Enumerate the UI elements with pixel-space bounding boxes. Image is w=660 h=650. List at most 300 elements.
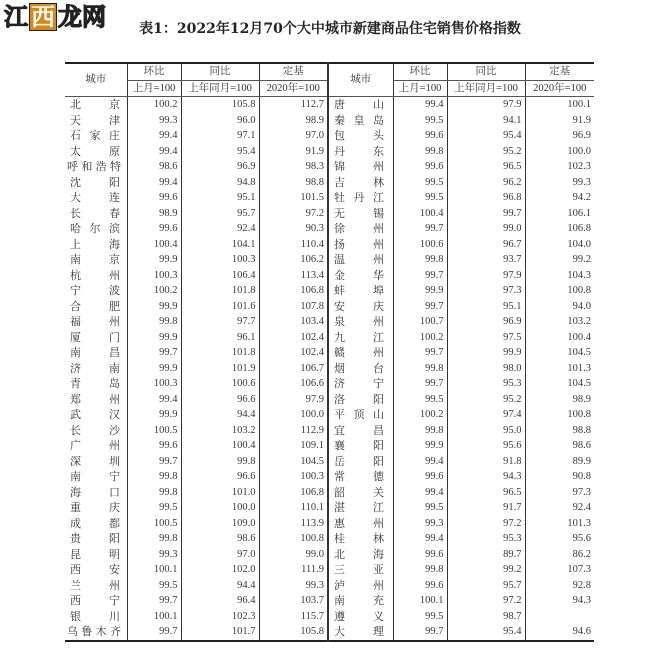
yoy-value: 96.8 bbox=[447, 190, 525, 206]
city-cell bbox=[328, 578, 393, 594]
mom-value: 99.4 bbox=[127, 144, 181, 160]
base-value: 101.5 bbox=[259, 190, 328, 206]
table-row bbox=[65, 593, 594, 609]
city-name: 赣州 bbox=[334, 346, 384, 359]
mom-value: 99.4 bbox=[393, 531, 447, 547]
city-name: 西安 bbox=[70, 563, 120, 576]
city-cell bbox=[65, 314, 127, 330]
city-name: 常德 bbox=[334, 470, 384, 483]
mom-value: 99.6 bbox=[393, 578, 447, 594]
table-row bbox=[65, 609, 594, 625]
yoy-value: 94.8 bbox=[181, 175, 259, 191]
city-cell bbox=[328, 438, 393, 454]
watermark-part: 龙网 bbox=[58, 3, 106, 31]
base-value: 94.3 bbox=[525, 593, 594, 609]
yoy-value: 104.1 bbox=[181, 237, 259, 253]
mom-value: 100.2 bbox=[393, 407, 447, 423]
yoy-value: 100.6 bbox=[181, 376, 259, 392]
table-row bbox=[65, 516, 594, 532]
base-value: 107.3 bbox=[525, 562, 594, 578]
city-cell bbox=[65, 128, 127, 144]
city-cell bbox=[328, 206, 393, 222]
base-value: 100.8 bbox=[525, 407, 594, 423]
yoy-value: 95.1 bbox=[181, 190, 259, 206]
city-name: 平顶山 bbox=[334, 408, 384, 421]
city-cell bbox=[328, 516, 393, 532]
city-name: 烟台 bbox=[334, 361, 384, 375]
city-name: 锦州 bbox=[334, 160, 384, 173]
base-value: 100.0 bbox=[525, 144, 594, 160]
price-index-table bbox=[65, 62, 594, 642]
city-cell bbox=[328, 593, 393, 609]
base-value: 101.3 bbox=[525, 516, 594, 532]
mom-value: 100.2 bbox=[127, 283, 181, 299]
base-value: 97.9 bbox=[259, 392, 328, 408]
base-value: 100.0 bbox=[259, 407, 328, 423]
mom-value: 100.1 bbox=[127, 609, 181, 625]
city-name: 三亚 bbox=[334, 563, 384, 576]
yoy-value: 98.6 bbox=[181, 531, 259, 547]
city-cell bbox=[328, 547, 393, 563]
base-value: 102.4 bbox=[259, 330, 328, 346]
table-row bbox=[65, 97, 594, 113]
mom-value: 99.8 bbox=[393, 144, 447, 160]
base-value: 115.7 bbox=[259, 609, 328, 625]
yoy-value: 99.8 bbox=[181, 454, 259, 470]
city-cell bbox=[328, 361, 393, 377]
city-cell bbox=[328, 500, 393, 516]
city-name: 安庆 bbox=[334, 299, 384, 313]
base-value: 106.7 bbox=[259, 361, 328, 377]
mom-value: 99.7 bbox=[393, 624, 447, 641]
subheader-base: 2020年=100 bbox=[525, 80, 594, 97]
city-name: 上海 bbox=[70, 237, 120, 251]
yoy-value: 97.2 bbox=[447, 593, 525, 609]
mom-value: 99.6 bbox=[393, 128, 447, 144]
city-cell bbox=[328, 283, 393, 299]
base-value: 98.9 bbox=[259, 113, 328, 129]
city-cell bbox=[328, 113, 393, 129]
yoy-value: 96.9 bbox=[181, 159, 259, 175]
base-value: 94.6 bbox=[525, 624, 594, 641]
base-value: 97.0 bbox=[259, 128, 328, 144]
city-name: 泉州 bbox=[334, 315, 384, 328]
table-row bbox=[65, 485, 594, 501]
mom-value: 99.9 bbox=[127, 252, 181, 268]
city-name: 哈尔滨 bbox=[70, 222, 120, 235]
base-value: 99.0 bbox=[259, 547, 328, 563]
yoy-value: 105.8 bbox=[181, 97, 259, 113]
mom-value: 99.7 bbox=[127, 345, 181, 361]
table-row bbox=[65, 314, 594, 330]
base-value: 106.2 bbox=[259, 252, 328, 268]
city-name: 武汉 bbox=[70, 408, 120, 421]
base-value: 106.8 bbox=[259, 283, 328, 299]
city-name: 济南 bbox=[70, 361, 120, 375]
table-row bbox=[65, 237, 594, 253]
table-row bbox=[65, 423, 594, 439]
city-name: 成都 bbox=[70, 516, 120, 530]
city-cell bbox=[65, 330, 127, 346]
city-name: 惠州 bbox=[334, 516, 384, 530]
mom-value: 99.8 bbox=[393, 423, 447, 439]
yoy-value: 97.4 bbox=[447, 407, 525, 423]
yoy-value: 96.1 bbox=[181, 330, 259, 346]
mom-value: 99.3 bbox=[393, 516, 447, 532]
city-name: 青岛 bbox=[70, 377, 120, 390]
watermark-part: 西 bbox=[31, 3, 55, 31]
city-cell bbox=[65, 361, 127, 377]
mom-value: 99.4 bbox=[393, 454, 447, 470]
yoy-value: 94.3 bbox=[447, 469, 525, 485]
city-name: 湛江 bbox=[334, 501, 384, 514]
mom-value: 99.7 bbox=[393, 376, 447, 392]
table-title: 表1：2022年12月70个大中城市新建商品住宅销售价格指数 bbox=[139, 21, 521, 37]
base-value: 99.3 bbox=[259, 578, 328, 594]
header-row bbox=[65, 63, 594, 80]
city-name: 太原 bbox=[70, 144, 120, 158]
city-cell bbox=[328, 330, 393, 346]
yoy-value: 98.0 bbox=[447, 361, 525, 377]
mom-value: 99.8 bbox=[127, 314, 181, 330]
city-cell bbox=[65, 268, 127, 284]
subheader-mom: 上月=100 bbox=[127, 80, 181, 97]
city-name: 九江 bbox=[334, 330, 384, 344]
city-cell bbox=[65, 221, 127, 237]
header-city: 城市 bbox=[328, 63, 393, 97]
city-name: 福州 bbox=[70, 315, 120, 328]
city-cell bbox=[65, 578, 127, 594]
city-cell bbox=[328, 345, 393, 361]
base-value: 102.3 bbox=[525, 159, 594, 175]
table-row bbox=[65, 221, 594, 237]
mom-value: 99.7 bbox=[393, 299, 447, 315]
yoy-value: 100.4 bbox=[181, 438, 259, 454]
base-value: 110.4 bbox=[259, 237, 328, 253]
yoy-value: 92.4 bbox=[181, 221, 259, 237]
yoy-value: 95.4 bbox=[447, 624, 525, 641]
header-mom: 环比 bbox=[127, 63, 181, 80]
base-value: 94.0 bbox=[525, 299, 594, 315]
city-cell bbox=[328, 562, 393, 578]
city-name: 南昌 bbox=[70, 346, 120, 359]
yoy-value: 89.7 bbox=[447, 547, 525, 563]
subheader-yoy: 上年同月=100 bbox=[181, 80, 259, 97]
mom-value: 99.6 bbox=[127, 438, 181, 454]
mom-value: 100.4 bbox=[127, 237, 181, 253]
base-value: 104.0 bbox=[525, 237, 594, 253]
subheader-yoy: 上年同月=100 bbox=[447, 80, 525, 97]
table-row bbox=[65, 407, 594, 423]
city-cell bbox=[65, 206, 127, 222]
yoy-value: 95.3 bbox=[447, 531, 525, 547]
base-value: 100.8 bbox=[259, 531, 328, 547]
city-name: 南宁 bbox=[70, 470, 120, 483]
header-yoy: 同比 bbox=[181, 63, 259, 80]
city-cell bbox=[65, 252, 127, 268]
yoy-value: 101.7 bbox=[181, 624, 259, 641]
city-cell bbox=[65, 547, 127, 563]
yoy-value: 95.0 bbox=[447, 423, 525, 439]
table-row bbox=[65, 190, 594, 206]
table-row bbox=[65, 283, 594, 299]
yoy-value: 99.0 bbox=[447, 221, 525, 237]
city-cell bbox=[65, 454, 127, 470]
city-cell bbox=[65, 237, 127, 253]
table-row bbox=[65, 175, 594, 191]
base-value: 91.9 bbox=[259, 144, 328, 160]
city-name: 遵义 bbox=[334, 609, 384, 623]
mom-value: 99.8 bbox=[393, 562, 447, 578]
city-cell bbox=[65, 500, 127, 516]
city-cell bbox=[65, 531, 127, 547]
yoy-value: 93.7 bbox=[447, 252, 525, 268]
mom-value: 99.9 bbox=[127, 407, 181, 423]
base-value: 100.4 bbox=[525, 330, 594, 346]
base-value: 100.1 bbox=[525, 97, 594, 113]
table-row bbox=[65, 376, 594, 392]
base-value: 103.4 bbox=[259, 314, 328, 330]
city-cell bbox=[65, 624, 127, 641]
city-cell bbox=[328, 469, 393, 485]
city-name: 泸州 bbox=[334, 578, 384, 592]
yoy-value: 95.1 bbox=[447, 299, 525, 315]
header-base: 定基 bbox=[259, 63, 328, 80]
base-value: 102.4 bbox=[259, 345, 328, 361]
mom-value: 99.4 bbox=[127, 128, 181, 144]
mom-value: 99.8 bbox=[127, 485, 181, 501]
mom-value: 99.5 bbox=[127, 500, 181, 516]
city-name: 吉林 bbox=[334, 175, 384, 189]
city-name: 南充 bbox=[334, 594, 384, 607]
base-value: 92.4 bbox=[525, 500, 594, 516]
city-cell bbox=[328, 190, 393, 206]
city-name: 宜昌 bbox=[334, 423, 384, 437]
base-value: 104.5 bbox=[525, 376, 594, 392]
table-row bbox=[65, 268, 594, 284]
base-value: 110.1 bbox=[259, 500, 328, 516]
table-row bbox=[65, 113, 594, 129]
city-name: 天津 bbox=[70, 113, 120, 127]
base-value: 99.3 bbox=[525, 175, 594, 191]
mom-value: 100.4 bbox=[393, 206, 447, 222]
table-row bbox=[65, 330, 594, 346]
yoy-value: 95.2 bbox=[447, 144, 525, 160]
yoy-value: 96.6 bbox=[181, 392, 259, 408]
mom-value: 99.5 bbox=[393, 190, 447, 206]
city-name: 昆明 bbox=[70, 547, 120, 561]
city-cell bbox=[65, 97, 127, 113]
city-cell bbox=[65, 113, 127, 129]
city-cell bbox=[65, 144, 127, 160]
city-name: 西宁 bbox=[70, 594, 120, 607]
city-cell bbox=[65, 407, 127, 423]
city-cell bbox=[65, 190, 127, 206]
city-cell bbox=[328, 299, 393, 315]
mom-value: 100.1 bbox=[393, 593, 447, 609]
city-cell bbox=[65, 345, 127, 361]
yoy-value: 95.7 bbox=[447, 578, 525, 594]
base-value: 90.8 bbox=[525, 469, 594, 485]
yoy-value: 97.5 bbox=[447, 330, 525, 346]
mom-value: 99.7 bbox=[393, 268, 447, 284]
mom-value: 98.6 bbox=[127, 159, 181, 175]
mom-value: 99.9 bbox=[393, 438, 447, 454]
table-row bbox=[65, 206, 594, 222]
city-name: 贵阳 bbox=[70, 532, 120, 545]
city-cell bbox=[65, 516, 127, 532]
city-cell bbox=[65, 299, 127, 315]
base-value: 100.3 bbox=[259, 469, 328, 485]
city-name: 呼和浩特 bbox=[67, 160, 121, 173]
yoy-value: 101.9 bbox=[181, 361, 259, 377]
base-value: 105.8 bbox=[259, 624, 328, 641]
city-cell bbox=[65, 438, 127, 454]
yoy-value: 97.3 bbox=[447, 283, 525, 299]
yoy-value: 97.9 bbox=[447, 97, 525, 113]
base-value: 112.9 bbox=[259, 423, 328, 439]
city-name: 重庆 bbox=[70, 501, 120, 514]
yoy-value: 98.7 bbox=[447, 609, 525, 625]
table-row bbox=[65, 252, 594, 268]
yoy-value: 101.8 bbox=[181, 283, 259, 299]
yoy-value: 97.1 bbox=[181, 128, 259, 144]
table-row bbox=[65, 438, 594, 454]
base-value: 113.9 bbox=[259, 516, 328, 532]
base-value: 98.8 bbox=[525, 423, 594, 439]
city-name: 包头 bbox=[334, 129, 384, 142]
base-value: 113.4 bbox=[259, 268, 328, 284]
city-name: 韶关 bbox=[334, 485, 384, 499]
base-value: 104.5 bbox=[259, 454, 328, 470]
mom-value: 99.4 bbox=[393, 485, 447, 501]
yoy-value: 96.7 bbox=[447, 237, 525, 253]
base-value: 98.8 bbox=[259, 175, 328, 191]
table-row bbox=[65, 624, 594, 641]
city-name: 桂林 bbox=[334, 532, 384, 545]
yoy-value: 94.1 bbox=[447, 113, 525, 129]
city-name: 济宁 bbox=[334, 377, 384, 390]
table-row bbox=[65, 128, 594, 144]
mom-value: 99.3 bbox=[127, 547, 181, 563]
city-cell bbox=[65, 609, 127, 625]
mom-value: 100.5 bbox=[127, 516, 181, 532]
city-name: 唐山 bbox=[334, 98, 384, 111]
city-cell bbox=[65, 423, 127, 439]
city-name: 杭州 bbox=[70, 268, 120, 282]
mom-value: 99.5 bbox=[393, 609, 447, 625]
yoy-value: 97.2 bbox=[447, 516, 525, 532]
city-cell bbox=[328, 159, 393, 175]
subheader-mom: 上月=100 bbox=[393, 80, 447, 97]
city-name: 岳阳 bbox=[334, 454, 384, 468]
yoy-value: 96.5 bbox=[447, 159, 525, 175]
yoy-value: 96.9 bbox=[447, 314, 525, 330]
yoy-value: 99.9 bbox=[447, 345, 525, 361]
city-name: 广州 bbox=[70, 439, 120, 452]
city-cell bbox=[65, 562, 127, 578]
yoy-value: 95.6 bbox=[447, 438, 525, 454]
yoy-value: 109.0 bbox=[181, 516, 259, 532]
table-row bbox=[65, 469, 594, 485]
mom-value: 99.7 bbox=[127, 624, 181, 641]
city-name: 沈阳 bbox=[70, 175, 120, 189]
city-name: 石家庄 bbox=[70, 129, 120, 142]
table-row bbox=[65, 454, 594, 470]
mom-value: 99.6 bbox=[127, 190, 181, 206]
yoy-value: 97.0 bbox=[181, 547, 259, 563]
table-row bbox=[65, 392, 594, 408]
base-value: 89.9 bbox=[525, 454, 594, 470]
yoy-value: 96.6 bbox=[181, 469, 259, 485]
yoy-value: 102.0 bbox=[181, 562, 259, 578]
mom-value: 100.2 bbox=[393, 330, 447, 346]
mom-value: 100.3 bbox=[127, 376, 181, 392]
mom-value: 99.8 bbox=[393, 252, 447, 268]
base-value: 103.2 bbox=[525, 314, 594, 330]
yoy-value: 101.6 bbox=[181, 299, 259, 315]
yoy-value: 95.4 bbox=[447, 128, 525, 144]
city-name: 牡丹江 bbox=[334, 191, 384, 204]
mom-value: 99.7 bbox=[127, 593, 181, 609]
mom-value: 100.6 bbox=[393, 237, 447, 253]
mom-value: 99.5 bbox=[393, 500, 447, 516]
city-name: 无锡 bbox=[334, 206, 384, 220]
city-cell bbox=[328, 221, 393, 237]
city-name: 扬州 bbox=[334, 237, 384, 251]
table-row bbox=[65, 345, 594, 361]
base-value: 95.6 bbox=[525, 531, 594, 547]
table-row bbox=[65, 159, 594, 175]
mom-value: 99.8 bbox=[127, 531, 181, 547]
city-cell bbox=[65, 283, 127, 299]
yoy-value: 100.0 bbox=[181, 500, 259, 516]
yoy-value: 91.7 bbox=[447, 500, 525, 516]
city-cell bbox=[328, 314, 393, 330]
table-row bbox=[65, 562, 594, 578]
city-name: 大理 bbox=[334, 625, 384, 638]
yoy-value: 103.2 bbox=[181, 423, 259, 439]
city-cell bbox=[328, 423, 393, 439]
base-value: 99.2 bbox=[525, 252, 594, 268]
city-name: 蚌埠 bbox=[334, 284, 384, 297]
yoy-value: 96.4 bbox=[181, 593, 259, 609]
subheader-base: 2020年=100 bbox=[259, 80, 328, 97]
city-name: 合肥 bbox=[70, 299, 120, 313]
base-value: 90.3 bbox=[259, 221, 328, 237]
mom-value: 99.4 bbox=[127, 392, 181, 408]
city-name: 长春 bbox=[70, 206, 120, 220]
mom-value: 99.9 bbox=[127, 330, 181, 346]
city-cell bbox=[65, 392, 127, 408]
header-mom: 环比 bbox=[393, 63, 447, 80]
mom-value: 100.5 bbox=[127, 423, 181, 439]
watermark-logo bbox=[4, 1, 106, 33]
city-name: 大连 bbox=[70, 191, 120, 204]
city-name: 温州 bbox=[334, 253, 384, 266]
base-value: 94.2 bbox=[525, 190, 594, 206]
city-cell bbox=[328, 252, 393, 268]
base-value: 100.8 bbox=[525, 283, 594, 299]
city-name: 乌鲁木齐 bbox=[67, 625, 121, 638]
mom-value: 99.7 bbox=[393, 221, 447, 237]
city-name: 洛阳 bbox=[334, 392, 384, 406]
yoy-value: 91.8 bbox=[447, 454, 525, 470]
table-row bbox=[65, 547, 594, 563]
base-value: 91.9 bbox=[525, 113, 594, 129]
city-name: 北京 bbox=[70, 98, 120, 111]
mom-value: 99.8 bbox=[127, 469, 181, 485]
